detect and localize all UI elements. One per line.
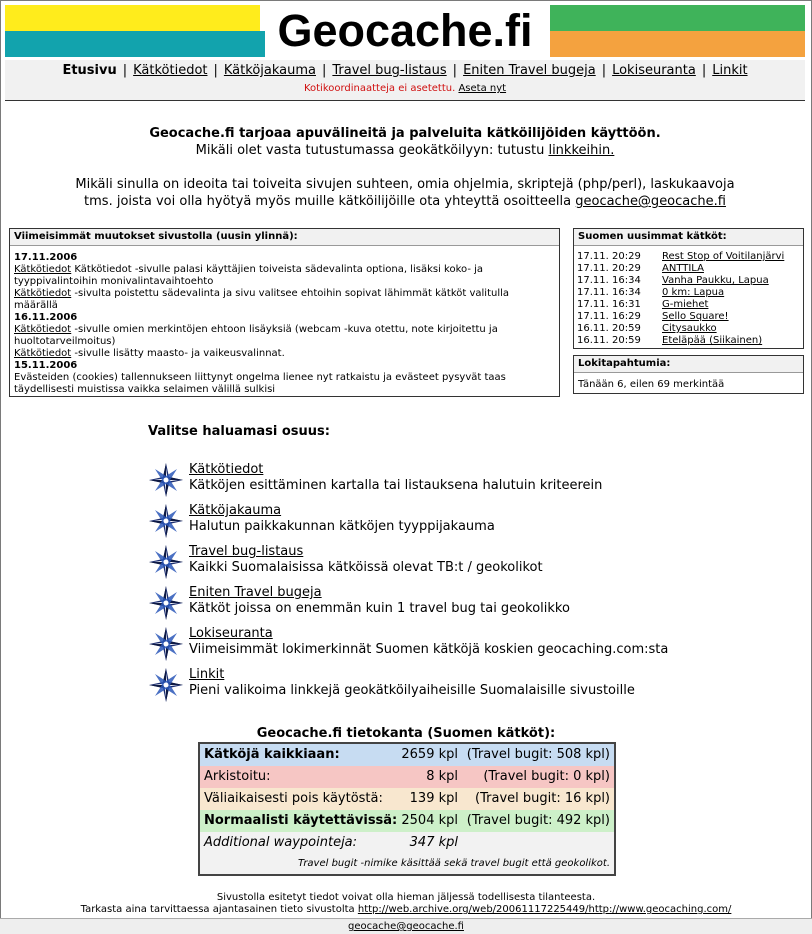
footer-source-text: Tarkasta aina tarvittaessa ajantasainen tieto sivustolta: [80, 904, 358, 915]
stats-label: Väliaikaisesti pois käytöstä:: [204, 791, 383, 806]
latest-cache-time: 16.11. 20:59: [577, 335, 641, 346]
footer-email-link[interactable]: geocache@geocache.fi: [348, 921, 464, 932]
contact-email-link[interactable]: geocache@geocache.fi: [575, 194, 726, 209]
latest-cache-link[interactable]: ANTTILA: [662, 263, 704, 274]
nav-separator: |: [213, 63, 218, 78]
nav-item-linkit[interactable]: Linkit: [712, 63, 748, 78]
compass-rose-icon[interactable]: [148, 462, 184, 498]
database-stats-table: [198, 742, 616, 876]
log-events-text: Tänään 6, eilen 69 merkintää: [578, 379, 725, 390]
latest-cache-row: [577, 287, 784, 299]
section-text: [189, 667, 635, 699]
stats-label: Kätköjä kaikkiaan:: [204, 747, 340, 762]
section-description: Halutun paikkakunnan kätköjen tyyppijakauma: [189, 519, 495, 534]
latest-cache-cell: [662, 323, 784, 335]
section-text: [189, 626, 668, 658]
compass-rose-icon[interactable]: [148, 626, 184, 662]
latest-cache-cell: [662, 299, 784, 311]
latest-cache-link[interactable]: Rest Stop of Voitilanjärvi: [662, 251, 785, 262]
latest-cache-link[interactable]: Vanha Paukku, Lapua: [662, 275, 769, 286]
footer-source-line: [0, 904, 812, 916]
nav-separator: |: [601, 63, 607, 78]
log-events-box: [573, 355, 804, 394]
change-item-link[interactable]: Kätkötiedot: [14, 264, 72, 275]
latest-cache-row: [577, 311, 784, 323]
latest-cache-time: 16.11. 20:59: [577, 323, 641, 334]
coordinate-warning: Kotikoordinaatteja ei asetettu.: [303, 83, 456, 94]
database-stats-title: Geocache.fi tietokanta (Suomen kätköt):: [256, 726, 556, 741]
change-date: 15.11.2006: [14, 360, 78, 371]
change-item-text: -sivulta poistettu sädevalinta ja sivu valitsee ehtoihin sopivat lähimmät kätköt valitulla määrällä: [14, 288, 510, 311]
section-link[interactable]: Travel bug-listaus: [189, 544, 304, 559]
latest-cache-link[interactable]: 0 km: Lapua: [662, 287, 725, 298]
stats-travel-bugs: (Travel bugit: 16 kpl): [475, 791, 610, 806]
section-link[interactable]: Kätköjakauma: [189, 503, 282, 518]
change-item: [14, 348, 555, 360]
footer: [0, 892, 812, 916]
change-item-link[interactable]: Kätkötiedot: [14, 324, 72, 335]
change-item-text: -sivulle omien merkintöjen ehtoon lisäyksiä (webcam -kuva otettu, note kirjoitettu ja huoltotarveilmoitus): [14, 324, 498, 347]
intro-line: [20, 142, 790, 159]
latest-cache-row: [577, 275, 784, 287]
nav-item-katkotiedot[interactable]: Kätkötiedot: [133, 63, 208, 78]
change-item-text: Evästeiden (cookies) tallennukseen liittynyt ongelma lienee nyt ratkaistu ja evästeet pysyvät taas täydellisesti muistissa vaikka selaimen välillä sulkisi: [14, 372, 506, 395]
latest-caches-heading: Suomen uusimmat kätköt:: [574, 229, 803, 246]
section-description: Kaikki Suomalaisissa kätköissä olevat TB:t / geokolikot: [189, 560, 543, 575]
stats-value: 2504 kpl: [401, 813, 458, 828]
stats-label: Arkistoitu:: [204, 769, 271, 784]
change-item: [14, 288, 555, 312]
intro-paragraph-line1: Mikäli sinulla on ideoita tai toiveita sivujen suhteen, omia ohjelmia, skriptejä (php/perl), laskukaavoja: [75, 177, 735, 192]
latest-cache-link[interactable]: Citysaukko: [662, 323, 717, 334]
change-item: [14, 324, 555, 348]
stats-footnote-row: [200, 854, 614, 874]
latest-cache-cell: [662, 311, 784, 323]
footer-disclaimer: Sivustolla esitetyt tiedot voivat olla hieman jäljessä todellisesta tilanteesta.: [216, 892, 596, 903]
stats-row-total: [200, 744, 614, 766]
latest-cache-row: [577, 299, 784, 311]
section-link[interactable]: Linkit: [189, 667, 225, 682]
section-link[interactable]: Eniten Travel bugeja: [189, 585, 322, 600]
change-item-text: Kätkötiedot -sivulle palasi käyttäjien toiveista sädevalinta optiona, lisäksi koko- ja tyyppivalintoihin monivalintavaihtoehto: [14, 264, 484, 287]
intro-line-text: Mikäli olet vasta tutustumassa geokätköilyyn: tutustu: [195, 143, 549, 158]
latest-caches-box: [573, 228, 804, 349]
nav-item-travel-bug-listaus[interactable]: Travel bug-listaus: [332, 63, 447, 78]
section-text: [189, 503, 495, 535]
section-text: [189, 544, 543, 576]
nav-separator: |: [122, 63, 128, 78]
compass-rose-icon[interactable]: [148, 585, 184, 621]
stats-value: 347 kpl: [409, 835, 458, 850]
latest-cache-row: [577, 251, 784, 263]
footer-email-bar: [0, 918, 812, 934]
stats-label: Normaalisti käytettävissä:: [204, 813, 398, 828]
log-events-heading: Lokitapahtumia:: [574, 356, 803, 373]
change-date: 16.11.2006: [14, 312, 78, 323]
change-item-link[interactable]: Kätkötiedot: [14, 288, 72, 299]
nav-item-eniten-travel-bugeja[interactable]: Eniten Travel bugeja: [463, 63, 596, 78]
latest-cache-row: [577, 263, 784, 275]
stats-travel-bugs: (Travel bugit: 492 kpl): [466, 813, 610, 828]
stats-row-waypoints: [200, 832, 614, 854]
section-description: Kätköt joissa on enemmän kuin 1 travel bug tai geokolikko: [189, 601, 570, 616]
stats-label: Additional waypointeja:: [204, 835, 358, 850]
site-changes-box: [9, 228, 560, 397]
compass-rose-icon[interactable]: [148, 667, 184, 703]
latest-cache-link[interactable]: G-miehet: [662, 299, 709, 310]
nav-item-etusivu[interactable]: Etusivu: [62, 63, 117, 78]
section-link[interactable]: Lokiseuranta: [189, 626, 273, 641]
latest-cache-cell: [662, 335, 784, 347]
section-text: [189, 462, 602, 494]
latest-cache-link[interactable]: Sello Square!: [662, 311, 729, 322]
compass-rose-icon[interactable]: [148, 503, 184, 539]
header-banner: [5, 5, 805, 57]
latest-cache-time: 17.11. 16:31: [577, 299, 641, 310]
change-item: [14, 264, 555, 288]
latest-cache-time: 17.11. 16:29: [577, 311, 641, 322]
stats-row-archived: [200, 766, 614, 788]
site-changes-heading: Viimeisimmät muutokset sivustolla (uusin ylinnä):: [10, 229, 559, 246]
latest-cache-time: 17.11. 16:34: [577, 287, 641, 298]
latest-cache-cell: [662, 275, 784, 287]
links-page-link[interactable]: linkkeihin.: [548, 143, 615, 158]
geocaching-archive-link[interactable]: http://web.archive.org/web/20061117225449/http://www.geocaching.com/: [357, 904, 732, 915]
stats-row-disabled: [200, 788, 614, 810]
latest-cache-row: [577, 335, 784, 347]
stats-travel-bugs: (Travel bugit: 0 kpl): [483, 769, 610, 784]
section-link[interactable]: Kätkötiedot: [189, 462, 264, 477]
coordinate-notice: [5, 83, 805, 94]
change-item-link[interactable]: Kätkötiedot: [14, 348, 72, 359]
latest-cache-cell: [662, 263, 784, 275]
latest-cache-time: 17.11. 16:34: [577, 275, 641, 286]
stats-value: 8 kpl: [426, 769, 458, 784]
stats-row-active: [200, 810, 614, 832]
choose-section-title: Valitse haluamasi osuus:: [148, 424, 330, 439]
stats-value: 139 kpl: [409, 791, 458, 806]
section-description: Pieni valikoima linkkejä geokätköilyaiheisille Suomalaisille sivustoille: [189, 683, 635, 698]
latest-cache-link[interactable]: Eteläpää (Siikainen): [662, 335, 763, 346]
nav-separator: |: [452, 63, 458, 78]
nav-separator: |: [321, 63, 327, 78]
stats-travel-bugs: (Travel bugit: 508 kpl): [466, 747, 610, 762]
nav-item-katkojakauma[interactable]: Kätköjakauma: [223, 63, 316, 78]
nav-separator: |: [701, 63, 707, 78]
latest-cache-row: [577, 323, 784, 335]
site-changes-list: [10, 246, 559, 396]
latest-cache-time: 17.11. 20:29: [577, 263, 641, 274]
section-description: Viimeisimmät lokimerkinnät Suomen kätköjä koskien geocaching.com:sta: [189, 642, 669, 657]
section-text: [189, 585, 570, 617]
intro-paragraph-text: tms. joista voi olla hyötyä myös muille kätköilijöille ota yhteyttä osoitteella: [84, 194, 576, 209]
latest-cache-cell: [662, 287, 784, 299]
latest-cache-cell: [662, 251, 784, 263]
main-nav: [5, 63, 805, 78]
latest-caches-table: [577, 251, 784, 347]
intro-paragraph-line2: [20, 193, 790, 210]
intro-text: [20, 125, 790, 210]
stats-footnote: Travel bugit -nimike käsittää sekä travel bugit että geokolikot.: [297, 858, 610, 869]
change-date: 17.11.2006: [14, 252, 78, 263]
nav-item-lokiseuranta[interactable]: Lokiseuranta: [612, 63, 696, 78]
latest-cache-time: 17.11. 20:29: [577, 251, 641, 262]
intro-title: Geocache.fi tarjoaa apuvälineitä ja palveluita kätköilijöiden käyttöön.: [149, 126, 661, 141]
site-logo[interactable]: Geocache.fi: [277, 5, 533, 56]
set-coordinates-link[interactable]: Aseta nyt: [458, 83, 507, 94]
nav-bar: [5, 60, 805, 101]
section-description: Kätköjen esittäminen kartalla tai listauksena halutuin kriteerein: [189, 478, 603, 493]
compass-rose-icon[interactable]: [148, 544, 184, 580]
stats-value: 2659 kpl: [401, 747, 458, 762]
change-item-text: -sivulle lisätty maasto- ja vaikeusvalinnat.: [71, 348, 285, 359]
change-item: [14, 372, 555, 396]
